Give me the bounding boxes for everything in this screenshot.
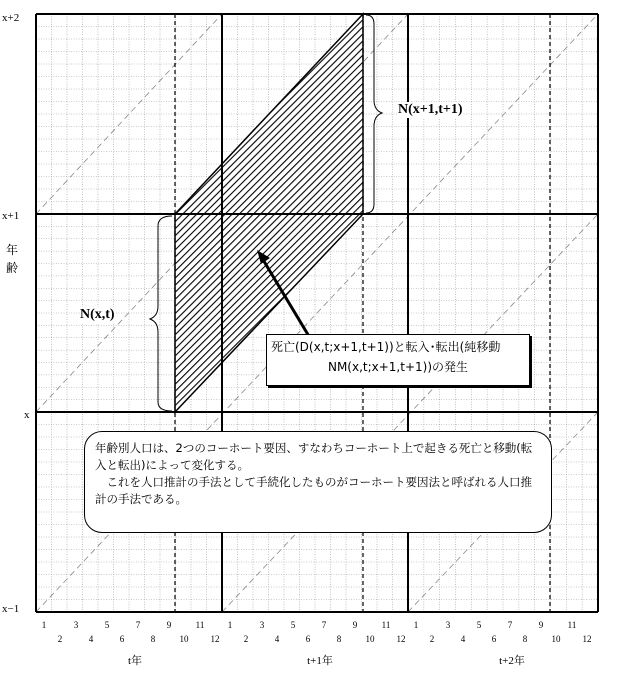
month-label: 9 — [538, 620, 544, 630]
month-label: 4 — [274, 634, 280, 644]
note-line3: これを人口推計の手法として手続化したものがコーホート要因法と呼ばれる人口推 — [95, 475, 532, 489]
month-label: 2 — [429, 634, 435, 644]
month-label: 12 — [210, 634, 220, 644]
year-label-t-plus-1: t+1年 — [307, 655, 333, 667]
year-label-t: t年 — [127, 655, 143, 667]
y-tick-x-plus-2: x+2 — [2, 12, 20, 24]
y-tick-x-minus-1: x−1 — [2, 603, 20, 615]
month-label: 5 — [104, 620, 110, 630]
note-line2: 入と転出)によって変化する。 — [95, 458, 249, 472]
month-label: 8 — [150, 634, 156, 644]
month-label: 4 — [460, 634, 466, 644]
month-label: 4 — [88, 634, 94, 644]
month-label: 8 — [336, 634, 342, 644]
label-n-upper: N(x+1,t+1) — [398, 102, 463, 117]
month-label: 7 — [135, 620, 141, 630]
y-axis-label-2: 齢 — [6, 261, 19, 275]
note-line1: 年齢別人口は、2つのコーホート要因、すなわちコーホート上で起きる死亡と移動(転 — [95, 441, 533, 455]
month-label: 9 — [166, 620, 172, 630]
month-label: 7 — [321, 620, 327, 630]
y-tick-x-plus-1: x+1 — [2, 210, 20, 222]
note-line4: 計の手法である。 — [95, 492, 187, 506]
month-label: 3 — [259, 620, 265, 630]
month-label: 11 — [195, 620, 205, 630]
month-label: 1 — [227, 620, 233, 630]
month-label: 1 — [41, 620, 47, 630]
explanation-note — [84, 431, 552, 533]
month-label: 6 — [491, 634, 497, 644]
month-label: 2 — [57, 634, 63, 644]
month-label: 1 — [413, 620, 419, 630]
month-label: 2 — [243, 634, 249, 644]
deaths-migration-callout — [266, 334, 530, 386]
month-label: 6 — [119, 634, 125, 644]
month-label: 12 — [396, 634, 406, 644]
month-label: 5 — [476, 620, 482, 630]
deaths-callout-line2: NM(x,t;x+1,t+1))の発生 — [327, 360, 469, 374]
deaths-callout-line1: 死亡(D(x,t;x+1,t+1))と転入･転出(純移動 — [271, 340, 501, 354]
month-label: 11 — [381, 620, 391, 630]
month-label: 8 — [522, 634, 528, 644]
month-label: 5 — [290, 620, 296, 630]
month-label: 9 — [352, 620, 358, 630]
year-label-t-plus-2: t+2年 — [499, 655, 525, 667]
month-label: 6 — [305, 634, 311, 644]
month-label: 10 — [179, 634, 189, 644]
y-tick-x: x — [24, 409, 30, 421]
month-label: 7 — [507, 620, 513, 630]
month-tick-labels — [42, 620, 592, 644]
label-n-lower: N(x,t) — [80, 307, 115, 322]
month-label: 3 — [73, 620, 79, 630]
month-label: 11 — [567, 620, 577, 630]
month-label: 12 — [582, 634, 592, 644]
month-label: 10 — [551, 634, 561, 644]
month-label: 10 — [365, 634, 375, 644]
lower-brace — [150, 216, 172, 411]
y-axis-label-1: 年 — [6, 243, 19, 257]
month-label: 3 — [445, 620, 451, 630]
